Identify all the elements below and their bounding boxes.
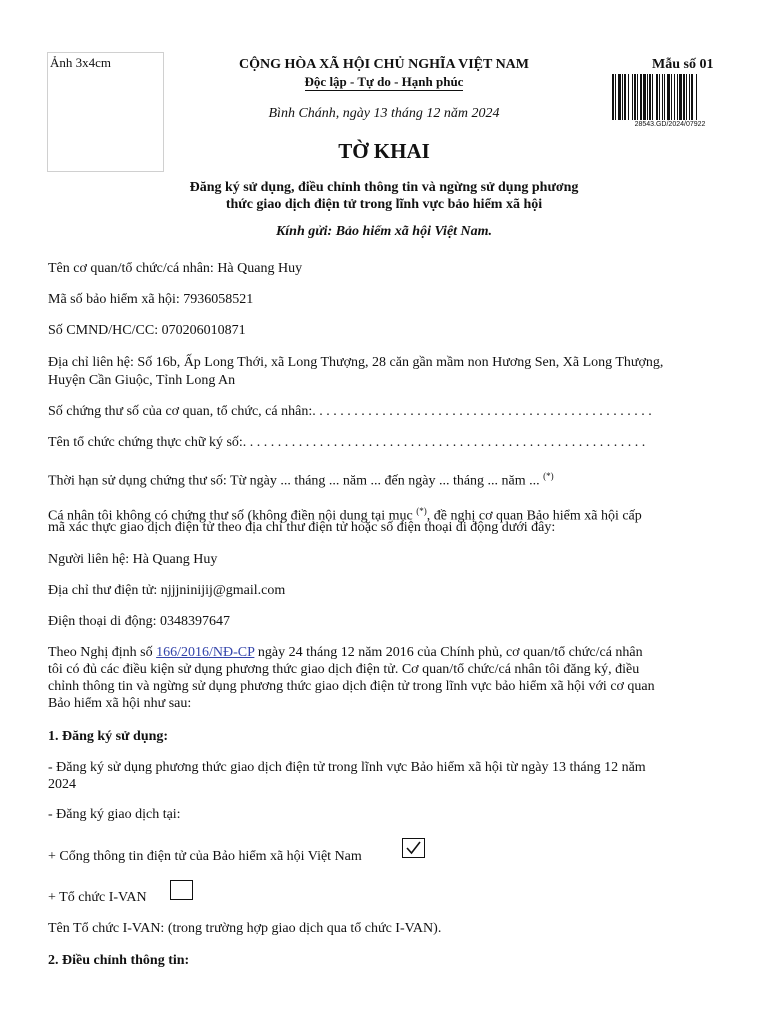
no-cert-asterisk: (*) <box>416 506 427 516</box>
contact-person: Người liên hệ: Hà Quang Huy <box>48 552 218 567</box>
decree-line-2: tôi có đủ các điều kiện sử dụng phương thức giao dịch điện tử. Cơ quan/tổ chức/cá nhân tôi đăng ký, điều <box>48 662 640 677</box>
document-title: TỜ KHAI <box>338 139 430 163</box>
decree-link[interactable]: 166/2016/NĐ-CP <box>156 645 255 660</box>
ivan-name: Tên Tổ chức I-VAN: (trong trường hợp giao dịch qua tổ chức I-VAN). <box>48 921 442 936</box>
ivan-checkbox[interactable] <box>170 880 193 900</box>
field-id-no: Số CMND/HC/CC: 070206010871 <box>48 323 246 338</box>
field-address-line-2: Huyện Cần Giuộc, Tỉnh Long An <box>48 373 236 388</box>
field-cert-validity <box>48 468 720 490</box>
field-cert-no: Số chứng thư số của cơ quan, tổ chức, cá nhân:. . . . . . . . . . . . . . . . . . . . . . . . . . . . . . . . . . . . . . . . . . . . . . . . . <box>48 404 652 419</box>
subtitle-line-2: thức giao dịch điện tử trong lĩnh vực bảo hiểm xã hội <box>225 197 543 212</box>
section-2-heading: 2. Điều chỉnh thông tin: <box>48 953 190 968</box>
form-number: Mẫu số 01 <box>652 57 714 72</box>
cert-validity-text: Thời hạn sử dụng chứng thư số: Từ ngày ... tháng ... năm ... đến ngày ... tháng ... năm ... <box>48 473 540 489</box>
motto: Độc lập - Tự do - Hạnh phúc <box>304 74 464 89</box>
checkmark-icon <box>403 839 424 857</box>
option-ivan-label: + Tổ chức I-VAN <box>48 890 147 905</box>
no-cert-part-1: Cá nhân tôi không có chứng thư số (không điền nội dung tại mục <box>48 508 413 524</box>
date-line: Bình Chánh, ngày 13 tháng 12 năm 2024 <box>268 106 500 121</box>
no-cert-part-2: , đề nghị cơ quan Bảo hiểm xã hội cấp <box>426 508 642 524</box>
registration-at: - Đăng ký giao dịch tại: <box>48 807 181 822</box>
field-address-line-1: Địa chỉ liên hệ: Số 16b, Ấp Long Thới, xã Long Thượng, 28 căn gần mầm non Hương Sen, Xã Long Thượng, <box>48 355 664 370</box>
recipient-line: Kính gửi: Bảo hiểm xã hội Việt Nam. <box>275 224 493 239</box>
contact-email: Địa chỉ thư điện tử: njjjninijij@gmail.com <box>48 583 286 598</box>
decree-line-4: Bảo hiểm xã hội như sau: <box>48 696 192 711</box>
no-cert-line-2: mã xác thực giao dịch điện tử theo địa chỉ thư điện tử hoặc số điện thoại di động dưới đây: <box>48 520 556 535</box>
document-subtitle <box>150 179 618 213</box>
portal-checkbox[interactable] <box>402 838 425 858</box>
option-portal-label: + Cổng thông tin điện tử của Bảo hiểm xã hội Việt Nam <box>48 849 362 864</box>
field-insurance-no: Mã số bảo hiểm xã hội: 7936058521 <box>48 292 254 307</box>
asterisk-note: (*) <box>543 471 554 481</box>
barcode-text: 28543.GD/2024/07922 <box>634 121 706 128</box>
nation-header: CỘNG HÒA XÃ HỘI CHỦ NGHĨA VIỆT NAM <box>238 57 529 72</box>
field-cert-org: Tên tổ chức chứng thực chữ ký số:. . . . . . . . . . . . . . . . . . . . . . . . . . . . . . . . . . . . . . . . . . . . . . . . . . . . . . . . . . <box>48 435 646 450</box>
registration-line-1: - Đăng ký sử dụng phương thức giao dịch điện tử trong lĩnh vực Bảo hiểm xã hội từ ngày 13 tháng 12 năm <box>48 760 646 775</box>
decree-line-1-rest: ngày 24 tháng 12 năm 2016 của Chính phủ, cơ quan/tổ chức/cá nhân <box>257 645 643 660</box>
photo-label: Ảnh 3x4cm <box>50 55 112 70</box>
decree-line-3: chỉnh thông tin và ngừng sử dụng phương thức giao dịch điện tử trong lĩnh vực bảo hiểm xã hội với cơ quan <box>48 679 655 694</box>
field-name: Tên cơ quan/tổ chức/cá nhân: Hà Quang Huy <box>48 261 303 276</box>
registration-line-2: 2024 <box>48 777 76 792</box>
contact-phone: Điện thoại di động: 0348397647 <box>48 614 230 629</box>
decree-line-1 <box>48 645 720 661</box>
decree-prefix: Theo Nghị định số <box>48 645 153 660</box>
section-1-heading: 1. Đăng ký sử dụng: <box>48 729 169 744</box>
subtitle-line-1: Đăng ký sử dụng, điều chỉnh thông tin và ngừng sử dụng phương <box>189 180 579 195</box>
